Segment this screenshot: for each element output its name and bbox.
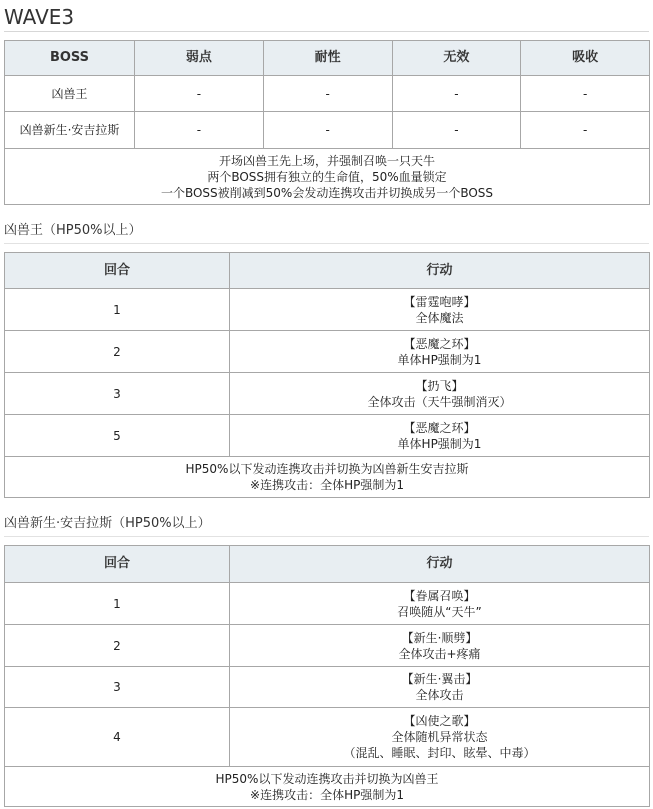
table-row [5, 415, 650, 457]
skill-effect: 全体攻击+疼痛 [398, 646, 481, 661]
note-line: 两个BOSS拥有独立的生命值，50%血量锁定 [207, 169, 447, 184]
turn-number: 4 [5, 708, 230, 767]
turn-number: 2 [5, 625, 230, 667]
skill-effect: 召唤随从“天牛” [397, 604, 482, 619]
action-cell [230, 625, 650, 667]
header-turn: 回合 [5, 546, 230, 583]
turn-number: 1 [5, 289, 230, 331]
nullify-value: - [392, 76, 521, 112]
skill-name: 【雷霆咆哮】 [403, 294, 476, 309]
header-absorb: 吸收 [521, 41, 650, 76]
skill-effect: 全体攻击（天牛强制消灭） [367, 394, 512, 409]
action-table-header-row [5, 546, 650, 583]
table-row [5, 289, 650, 331]
skill-effect: 全体魔法 [415, 310, 464, 325]
absorb-value: - [521, 76, 650, 112]
skill-effect: 单体HP强制为1 [397, 352, 482, 367]
section-heading-angiras: 凶兽新生·安吉拉斯（HP50%以上） [4, 516, 211, 531]
boss-table-header-row [5, 41, 650, 76]
note-line: ※连携攻击：全体HP强制为1 [250, 787, 404, 802]
header-boss: BOSS [5, 41, 135, 76]
note-line: 开场凶兽王先上场，并强制召唤一只天牛 [218, 153, 435, 168]
skill-name: 【凶使之歌】 [403, 714, 476, 728]
angiras-action-table [4, 545, 650, 807]
resistance-value: - [263, 76, 392, 112]
action-cell [230, 583, 650, 625]
skill-effect: 单体HP强制为1 [397, 436, 482, 451]
boss-notes [5, 149, 650, 205]
skill-name: 【眷属召唤】 [403, 588, 476, 603]
note-line: HP50%以下发动连携攻击并切换为凶兽王 [215, 771, 439, 786]
wave-title: WAVE3 [4, 5, 75, 29]
section-notes-row [5, 457, 650, 498]
title-divider [4, 31, 649, 32]
turn-number: 5 [5, 415, 230, 457]
action-cell [230, 289, 650, 331]
action-cell [230, 708, 650, 767]
skill-effect: 全体随机异常状态 [391, 730, 488, 744]
table-row [5, 331, 650, 373]
skill-name: 【新生·翼击】 [401, 672, 478, 686]
table-row [5, 667, 650, 708]
king-action-table [4, 252, 650, 498]
absorb-value: - [521, 112, 650, 149]
nullify-value: - [392, 112, 521, 149]
action-cell [230, 331, 650, 373]
weakness-value: - [135, 76, 264, 112]
table-row [5, 112, 650, 149]
action-table-header-row [5, 253, 650, 289]
turn-number: 3 [5, 667, 230, 708]
skill-name: 【恶魔之环】 [403, 420, 476, 435]
section-notes-row [5, 767, 650, 807]
section-notes [5, 457, 650, 498]
action-cell [230, 667, 650, 708]
header-resistance: 耐性 [263, 41, 392, 76]
boss-name: 凶兽新生·安吉拉斯 [5, 112, 135, 149]
header-action: 行动 [230, 546, 650, 583]
skill-effect: 全体攻击 [415, 688, 464, 702]
skill-name: 【恶魔之环】 [403, 336, 476, 351]
note-line: HP50%以下发动连携攻击并切换为凶兽新生安吉拉斯 [185, 462, 469, 476]
note-line: ※连携攻击：全体HP强制为1 [250, 478, 404, 492]
section-divider [4, 536, 649, 537]
turn-number: 1 [5, 583, 230, 625]
skill-effect-detail: （混乱、睡眠、封印、眩晕、中毒） [343, 746, 536, 760]
section-notes [5, 767, 650, 807]
header-weakness: 弱点 [135, 41, 264, 76]
section-heading-king: 凶兽王（HP50%以上） [4, 223, 142, 238]
skill-name: 【扔飞】 [415, 378, 464, 393]
boss-table [4, 40, 650, 205]
weakness-value: - [135, 112, 264, 149]
header-turn: 回合 [5, 253, 230, 289]
turn-number: 2 [5, 331, 230, 373]
table-row [5, 583, 650, 625]
note-line: 一个BOSS被削减到50%会发动连携攻击并切换成另一个BOSS [160, 185, 494, 200]
skill-name: 【新生·顺劈】 [401, 630, 478, 645]
table-row [5, 708, 650, 767]
resistance-value: - [263, 112, 392, 149]
boss-name: 凶兽王 [5, 76, 135, 112]
header-nullify: 无效 [392, 41, 521, 76]
boss-notes-row [5, 149, 650, 205]
table-row [5, 625, 650, 667]
action-cell [230, 373, 650, 415]
table-row [5, 76, 650, 112]
turn-number: 3 [5, 373, 230, 415]
header-action: 行动 [230, 253, 650, 289]
table-row [5, 373, 650, 415]
section-divider [4, 243, 649, 244]
action-cell [230, 415, 650, 457]
